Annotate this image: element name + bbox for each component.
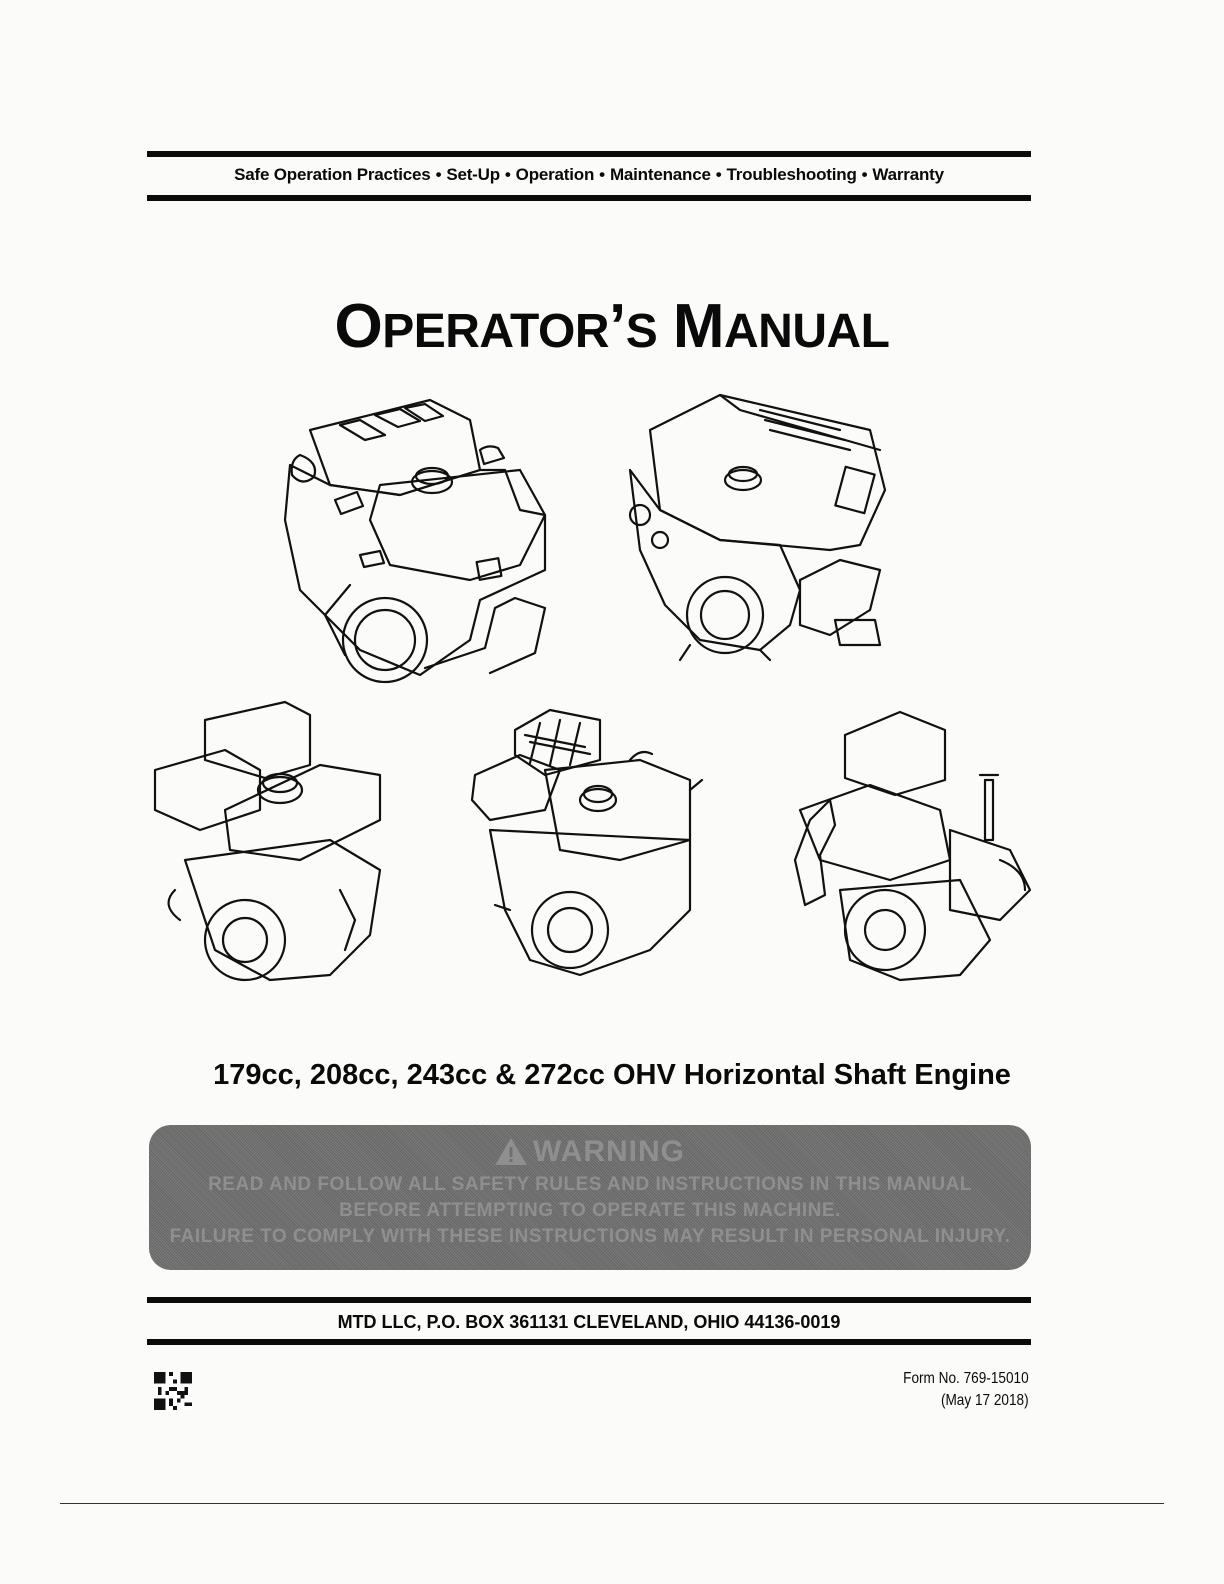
engine-illustration-2 <box>630 395 885 660</box>
warning-line-2: BEFORE ATTEMPTING TO OPERATE THIS MACHINE. <box>339 1200 841 1221</box>
warning-triangle-icon <box>495 1138 527 1166</box>
warning-line-1: READ AND FOLLOW ALL SAFETY RULES AND INSTRUCTIONS IN THIS MANUAL <box>208 1174 972 1195</box>
qr-code <box>154 1372 192 1410</box>
bottom-rule-lower <box>147 1339 1031 1345</box>
bottom-rule-upper <box>147 1297 1031 1303</box>
engine-illustrations <box>0 390 1224 1000</box>
title-initial-o: O <box>334 292 383 361</box>
engine-illustration-1 <box>285 400 545 682</box>
form-number: Form No. 769-15010 <box>903 1370 1029 1387</box>
section-nav <box>147 163 1031 187</box>
nav-separator: • <box>504 165 511 184</box>
nav-item-setup: Set-Up <box>446 165 500 184</box>
nav-item-troubleshooting: Troubleshooting <box>726 165 857 184</box>
nav-separator: • <box>435 165 442 184</box>
title-word-operator: PERATOR <box>382 305 609 358</box>
form-info <box>904 1368 1029 1412</box>
form-date: (May 17 2018) <box>941 1392 1029 1409</box>
title-word-manual: ANUAL <box>724 305 890 358</box>
nav-separator: • <box>861 165 868 184</box>
top-rule-lower <box>147 195 1031 201</box>
company-address: MTD LLC, P.O. BOX 361131 CLEVELAND, OHIO 44136-0019 <box>337 1312 841 1332</box>
nav-separator: • <box>599 165 605 184</box>
nav-item-safe-operation: Safe Operation Practices <box>234 165 431 184</box>
engine-illustration-5 <box>795 712 1030 980</box>
warning-box <box>149 1125 1031 1270</box>
page-title <box>0 292 1224 367</box>
warning-heading <box>495 1135 685 1169</box>
nav-item-operation: Operation <box>515 165 595 184</box>
engine-illustration-4 <box>472 710 702 975</box>
engine-illustration-3 <box>155 702 380 980</box>
warning-line-3: FAILURE TO COMPLY WITH THESE INSTRUCTIONS MAY RESULT IN PERSONAL INJURY. <box>169 1226 1011 1247</box>
nav-item-warranty: Warranty <box>872 165 944 184</box>
title-initial-m: M <box>672 292 725 361</box>
warning-heading-text: WARNING <box>533 1135 685 1168</box>
nav-item-maintenance: Maintenance <box>609 165 711 184</box>
page-bottom-line <box>60 1503 1164 1504</box>
engine-subtitle: 179cc, 208cc, 243cc & 272cc OHV Horizontal Shaft Engine <box>213 1059 1011 1091</box>
top-rule-upper <box>147 151 1031 157</box>
title-apostrophe: ’ <box>608 292 626 361</box>
nav-separator: • <box>715 165 722 184</box>
title-s: S <box>625 305 658 358</box>
